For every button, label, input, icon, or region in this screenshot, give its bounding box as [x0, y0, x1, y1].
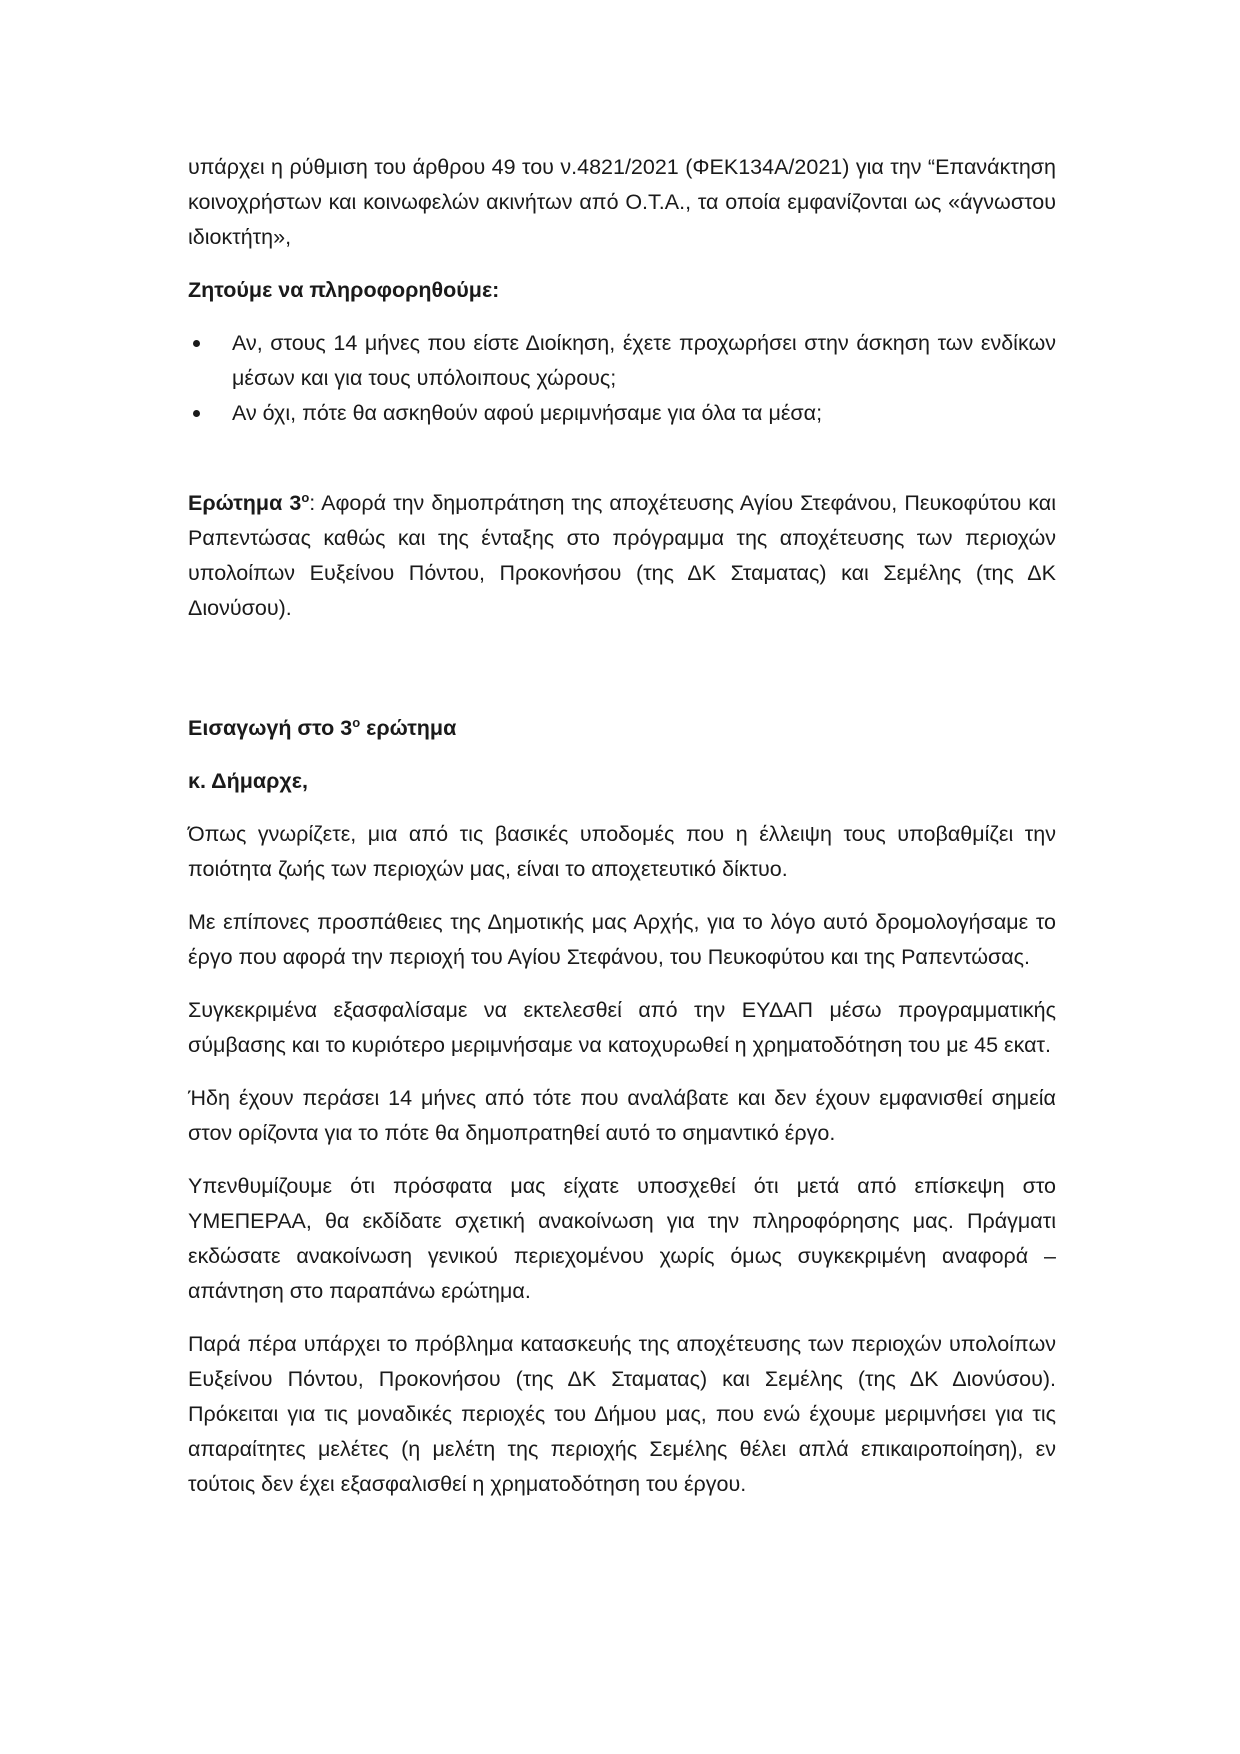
- question-3-paragraph: [188, 486, 1056, 626]
- request-list: [188, 326, 1056, 431]
- bullet-icon: [193, 340, 200, 347]
- bullet-icon: [193, 410, 200, 417]
- document-page: [188, 150, 1056, 1502]
- body-paragraph-6: Παρά πέρα υπάρχει το πρόβλημα κατασκευής της αποχέτευσης των περιοχών υπολοίπων Ευξείνου Πόντου, Προκονήσου (της ΔΚ Σταματας) και Σεμέλης (της ΔΚ Διονύσου). Πρόκειται για τις μοναδικές περιοχές του Δήμου μας, που ενώ έχουμε μεριμνήσει για τις απαραίτητες μελέτες (η μελέτη της περιοχής Σεμέλης θέλει απλά επικαιροποίηση), εν τούτοις δεν έχει εξασφαλισθεί η χρηματοδότηση του έργου.: [188, 1332, 1056, 1496]
- list-item-text: Αν, στους 14 μήνες που είστε Διοίκηση, έχετε προχωρήσει στην άσκηση των ενδίκων μέσων και για τους υπόλοιπους χώρους;: [232, 331, 1056, 390]
- list-item: [188, 326, 1056, 396]
- list-item-text: Αν όχι, πότε θα ασκηθούν αφού μεριμνήσαμε για όλα τα μέσα;: [232, 401, 823, 425]
- salutation: κ. Δήμαρχε,: [188, 769, 308, 793]
- list-item: [188, 396, 1056, 431]
- body-paragraph-3: Συγκεκριμένα εξασφαλίσαμε να εκτελεσθεί από την ΕΥΔΑΠ μέσω προγραμματικής σύμβασης και το κυριότερο μεριμνήσαμε να κατοχυρωθεί η χρηματοδότηση του με 45 εκατ.: [188, 998, 1056, 1057]
- intro-paragraph: υπάρχει η ρύθμιση του άρθρου 49 του ν.4821/2021 (ΦΕΚ134Α/2021) για την “Επανάκτηση κοινοχρήστων και κοινωφελών ακινήτων από Ο.Τ.Α., τα οποία εμφανίζονται ως «άγνωστου ιδιοκτήτη»,: [188, 155, 1056, 249]
- body-paragraph-1: Όπως γνωρίζετε, μια από τις βασικές υποδομές που η έλλειψη τους υποβαθμίζει την ποιότητα ζωής των περιοχών μας, είναι το αποχετευτικό δίκτυο.: [188, 822, 1056, 881]
- body-paragraph-5: Υπενθυμίζουμε ότι πρόσφατα μας είχατε υποσχεθεί ότι μετά από επίσκεψη στο ΥΜΕΠΕΡΑΑ, θα εκδίδατε σχετική ανακοίνωση για την πληροφόρησης μας. Πράγματι εκδώσατε ανακοίνωση γενικού περιεχομένου χωρίς όμως συγκεκριμένη αναφορά – απάντηση στο παραπάνω ερώτημα.: [188, 1174, 1056, 1303]
- body-paragraph-2: Με επίπονες προσπάθειες της Δημοτικής μας Αρχής, για το λόγο αυτό δρομολογήσαμε το έργο που αφορά την περιοχή του Αγίου Στεφάνου, του Πευκοφύτου και της Ραπεντώσας.: [188, 910, 1056, 969]
- question-3-text: : Αφορά την δημοπράτηση της αποχέτευσης Αγίου Στεφάνου, Πευκοφύτου και Ραπεντώσας καθώς και της ένταξης στο πρόγραμμα της αποχέτευσης των περιοχών υπολοίπων Ευξείνου Πόντου, Προκονήσου (της ΔΚ Σταματας) και Σεμέλης (της ΔΚ Διονύσου).: [188, 491, 1056, 620]
- request-heading: Ζητούμε να πληροφορηθούμε:: [188, 278, 500, 302]
- intro-3-ordinal: ο: [352, 714, 361, 730]
- question-3-ordinal: ο: [301, 489, 310, 505]
- body-paragraph-4: Ήδη έχουν περάσει 14 μήνες από τότε που αναλάβατε και δεν έχουν εμφανισθεί σημεία στον ορίζοντα για το πότε θα δημοπρατηθεί αυτό το σημαντικό έργο.: [188, 1086, 1056, 1145]
- intro-3-heading: Εισαγωγή στο $3^o$ ερώτημα: [188, 714, 457, 740]
- question-3-label: Ερώτημα $3^o$: [188, 489, 310, 515]
